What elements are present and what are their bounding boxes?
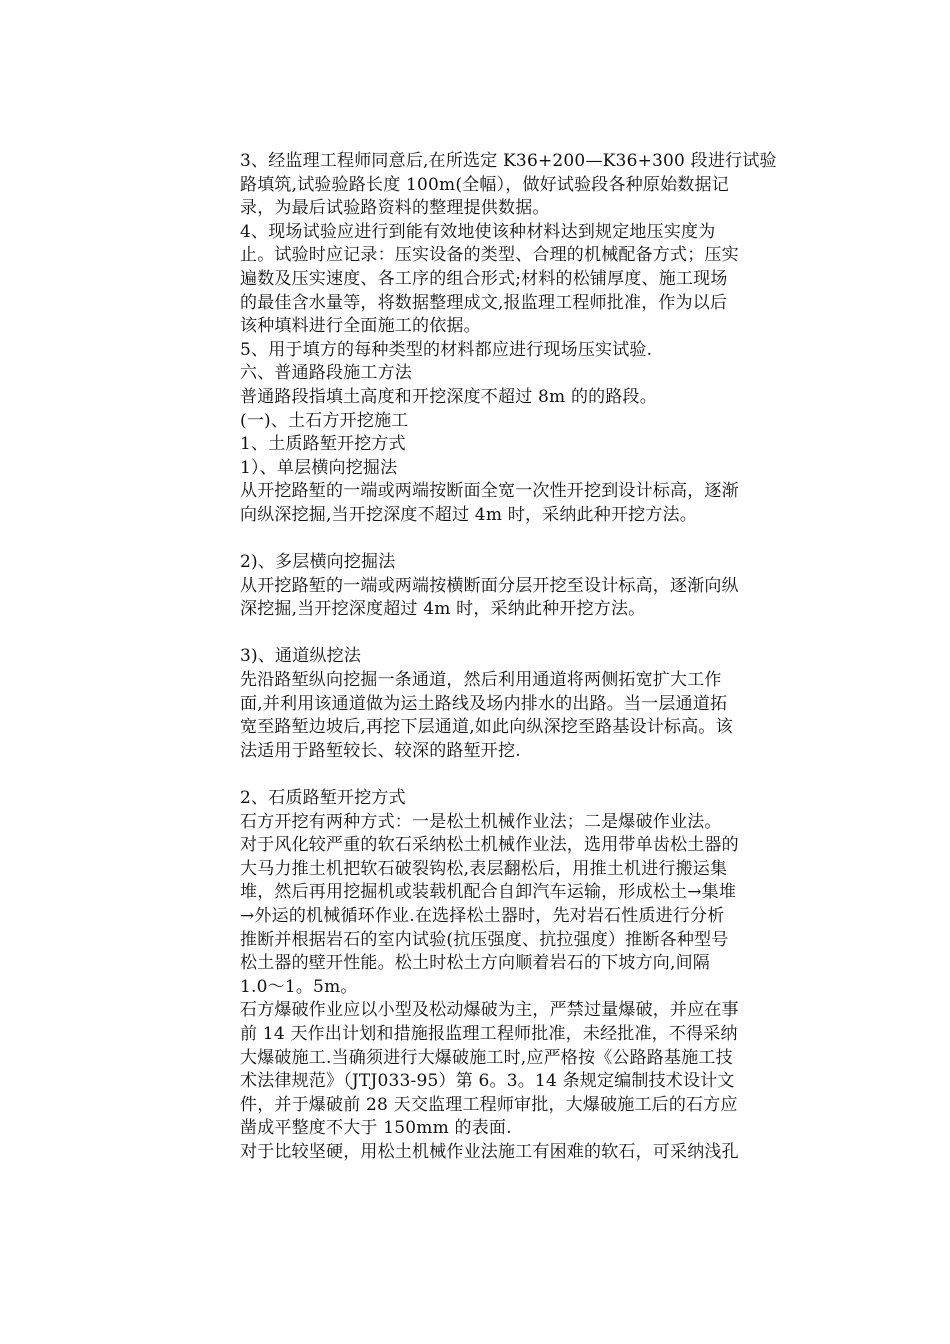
text-line: 遍数及压实速度、各工序的组合形式;材料的松铺厚度、施工现场 [240, 268, 728, 289]
text-line: 面,并利用该通道做为运土路线及场内排水的出路。当一层通道拓 [240, 693, 728, 714]
text-line: 深挖掘,当开挖深度超过 4m 时，采纳此种开挖方法。 [240, 599, 646, 620]
subsection-heading: (一)、土石方开挖施工 [240, 410, 409, 431]
text-line: 1.0～1。5m。 [240, 976, 358, 997]
text-line: 宽至路堑边坡后,再挖下层通道,如此向纵深挖至路基设计标高。该 [240, 717, 733, 738]
subsection-heading: 1、土质路堑开挖方式 [240, 434, 406, 455]
text-line: 大爆破施工.当确须进行大爆破施工时,应严格按《公路路基施工技 [240, 1047, 733, 1068]
text-line: 的最佳含水量等，将数据整理成文,报监理工程师批准，作为以后 [240, 292, 728, 313]
text-line: 法适用于路堑较长、较深的路堑开挖. [240, 740, 521, 761]
text-line: 4、现场试验应进行到能有效地使该种材料达到规定地压实度为 [240, 221, 716, 242]
text-line: 对于比较坚硬，用松土机械作业法施工有困难的软石，可采纳浅孔 [240, 1141, 739, 1162]
blank-line [240, 763, 800, 787]
subsection-heading: 1）、单层横向挖掘法 [240, 457, 398, 478]
text-line: 普通路段指填土高度和开挖深度不超过 8m 的的路段。 [240, 386, 657, 407]
text-line: 凿成平整度不大于 150mm 的表面. [240, 1118, 512, 1139]
subsection-heading: 2)、多层横向挖掘法 [240, 552, 396, 573]
text-line: 向纵深挖掘,当开挖深度不超过 4m 时，采纳此种开挖方法。 [240, 504, 697, 525]
text-line: 松土器的壁开性能。松土时松土方向顺着岩石的下坡方向,间隔 [240, 953, 711, 974]
blank-line [240, 622, 800, 646]
subsection-heading: 3)、通道纵挖法 [240, 646, 362, 667]
text-line: 5、用于填方的每种类型的材料都应进行现场压实试验. [240, 339, 653, 360]
text-line: 先沿路堑纵向挖掘一条通道，然后利用通道将两侧拓宽扩大工作 [240, 670, 722, 691]
section-heading: 六、普通路段施工方法 [240, 363, 412, 384]
text-line: 堆，然后再用挖掘机或装载机配合自卸汽车运输，形成松土→集堆 [240, 882, 737, 903]
text-line: 石方开挖有两种方式：一是松土机械作业法；二是爆破作业法。 [240, 811, 722, 832]
text-line: 从开挖路堑的一端或两端按横断面分层开挖至设计标高，逐渐向纵 [240, 575, 739, 596]
subsection-heading: 2、石质路堑开挖方式 [240, 788, 406, 809]
document-body [240, 150, 800, 1165]
text-line: →外运的机械循环作业.在选择松土器时，先对岩石性质进行分析 [240, 906, 725, 926]
text-line: 路填筑,试验验路长度 100m(全幅），做好试验段各种原始数据记 [240, 174, 729, 195]
text-line: 前 14 天作出计划和措施报监理工程师批准，未经批准，不得采纳 [240, 1023, 738, 1044]
text-line: 该种填料进行全面施工的依据。 [240, 316, 481, 337]
text-line: 对于风化较严重的软石采纳松土机械作业法，选用带单齿松土器的 [240, 835, 739, 856]
text-line: 件，并于爆破前 28 天交监理工程师审批，大爆破施工后的石方应 [240, 1094, 738, 1115]
blank-line [240, 528, 800, 552]
text-line: 止。试验时应记录：压实设备的类型、合理的机械配备方式；压实 [240, 245, 739, 266]
text-line: 推断并根据岩石的室内试验(抗压强度、抗拉强度）推断各种型号 [240, 929, 729, 950]
text-line: 录，为最后试验路资料的整理提供数据。 [240, 198, 550, 219]
text-line: 术法律规范》（JTJ033-95）第 6。3。14 条规定编制技术设计文 [240, 1071, 735, 1092]
text-line: 大马力推土机把软石破裂钩松,表层翻松后，用推土机进行搬运集 [240, 858, 728, 879]
text-line: 3、经监理工程师同意后,在所选定 K36+200—K36+300 段进行试验 [240, 151, 777, 171]
text-line: 从开挖路堑的一端或两端按断面全宽一次性开挖到设计标高，逐渐 [240, 481, 739, 502]
text-line: 石方爆破作业应以小型及松动爆破为主，严禁过量爆破，并应在事 [240, 1000, 739, 1021]
